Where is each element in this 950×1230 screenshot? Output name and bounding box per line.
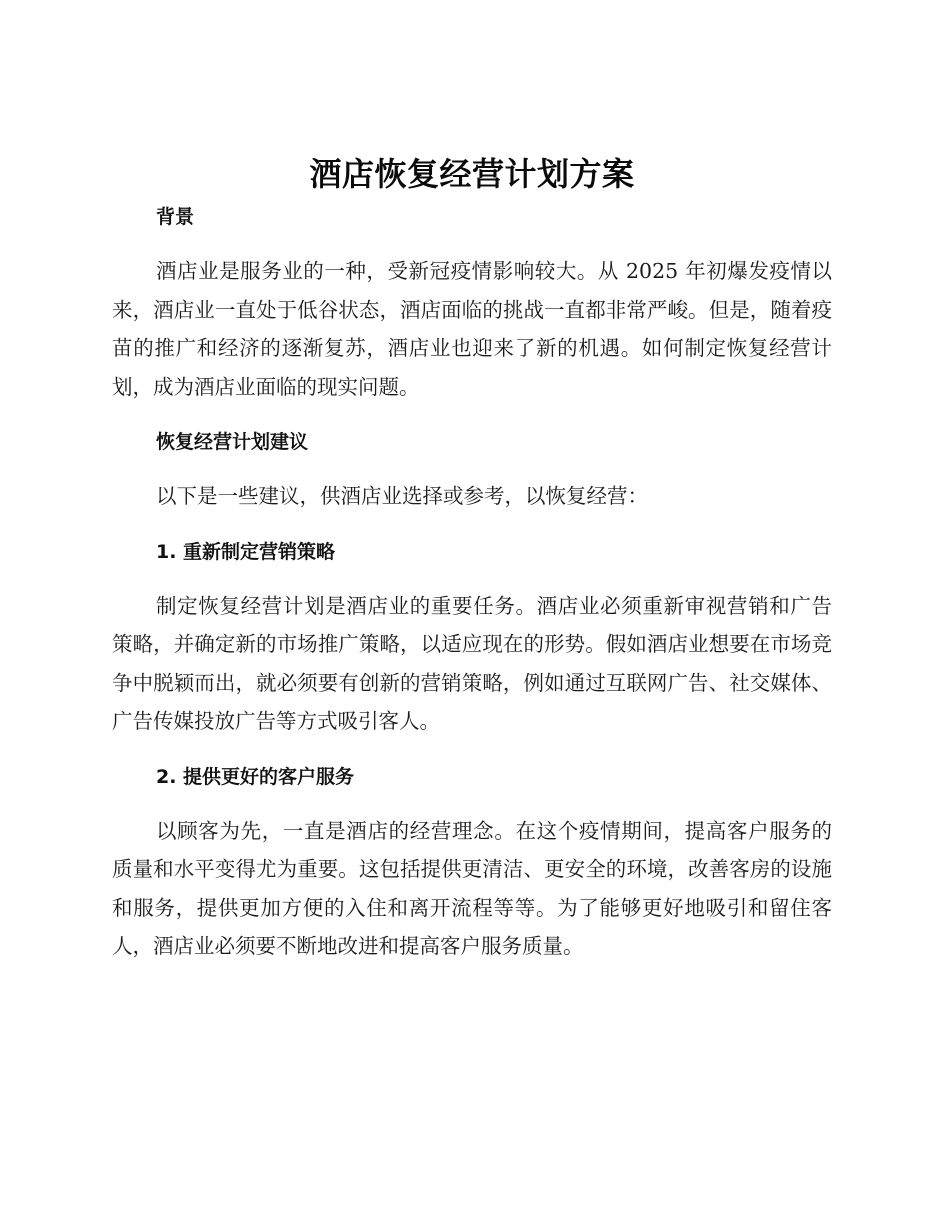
suggestions-intro-paragraph: 以下是一些建议，供酒店业选择或参考，以恢复经营： [156,484,648,508]
document-page [112,148,832,966]
background-heading: 背景 [156,206,195,228]
document-title: 酒店恢复经营计划方案 [309,155,635,193]
item2-paragraph: 以顾客为先，一直是酒店的经营理念。在这个疫情期间，提高客户服务的质量和水平变得尤为重要。这包括提供更清洁、更安全的环境，改善客房的设施和服务，提供更加方便的入住和离开流程等等。为了能够更好地吸引和留住客人，酒店业必须要不断地改进和提高客户服务质量。 [112,818,832,958]
background-paragraph: 酒店业是服务业的一种，受新冠疫情影响较大。从 2025 年初爆发疫情以来，酒店业一直处于低谷状态，酒店面临的挑战一直都非常严峻。但是，随着疫苗的推广和经济的逐渐复苏，酒店业也迎来了新的机遇。如何制定恢复经营计划，成为酒店业面临的现实问题。 [112,259,832,399]
item2-heading: 2. 提供更好的客户服务 [156,765,355,788]
item1-heading: 1. 重新制定营销策略 [156,540,336,563]
suggestions-heading: 恢复经营计划建议 [156,431,309,453]
item1-paragraph: 制定恢复经营计划是酒店业的重要任务。酒店业必须重新审视营销和广告策略，并确定新的市场推广策略，以适应现在的形势。假如酒店业想要在市场竞争中脱颖而出，就必须要有创新的营销策略，例如通过互联网广告、社交媒体、广告传媒投放广告等方式吸引客人。 [112,593,832,733]
